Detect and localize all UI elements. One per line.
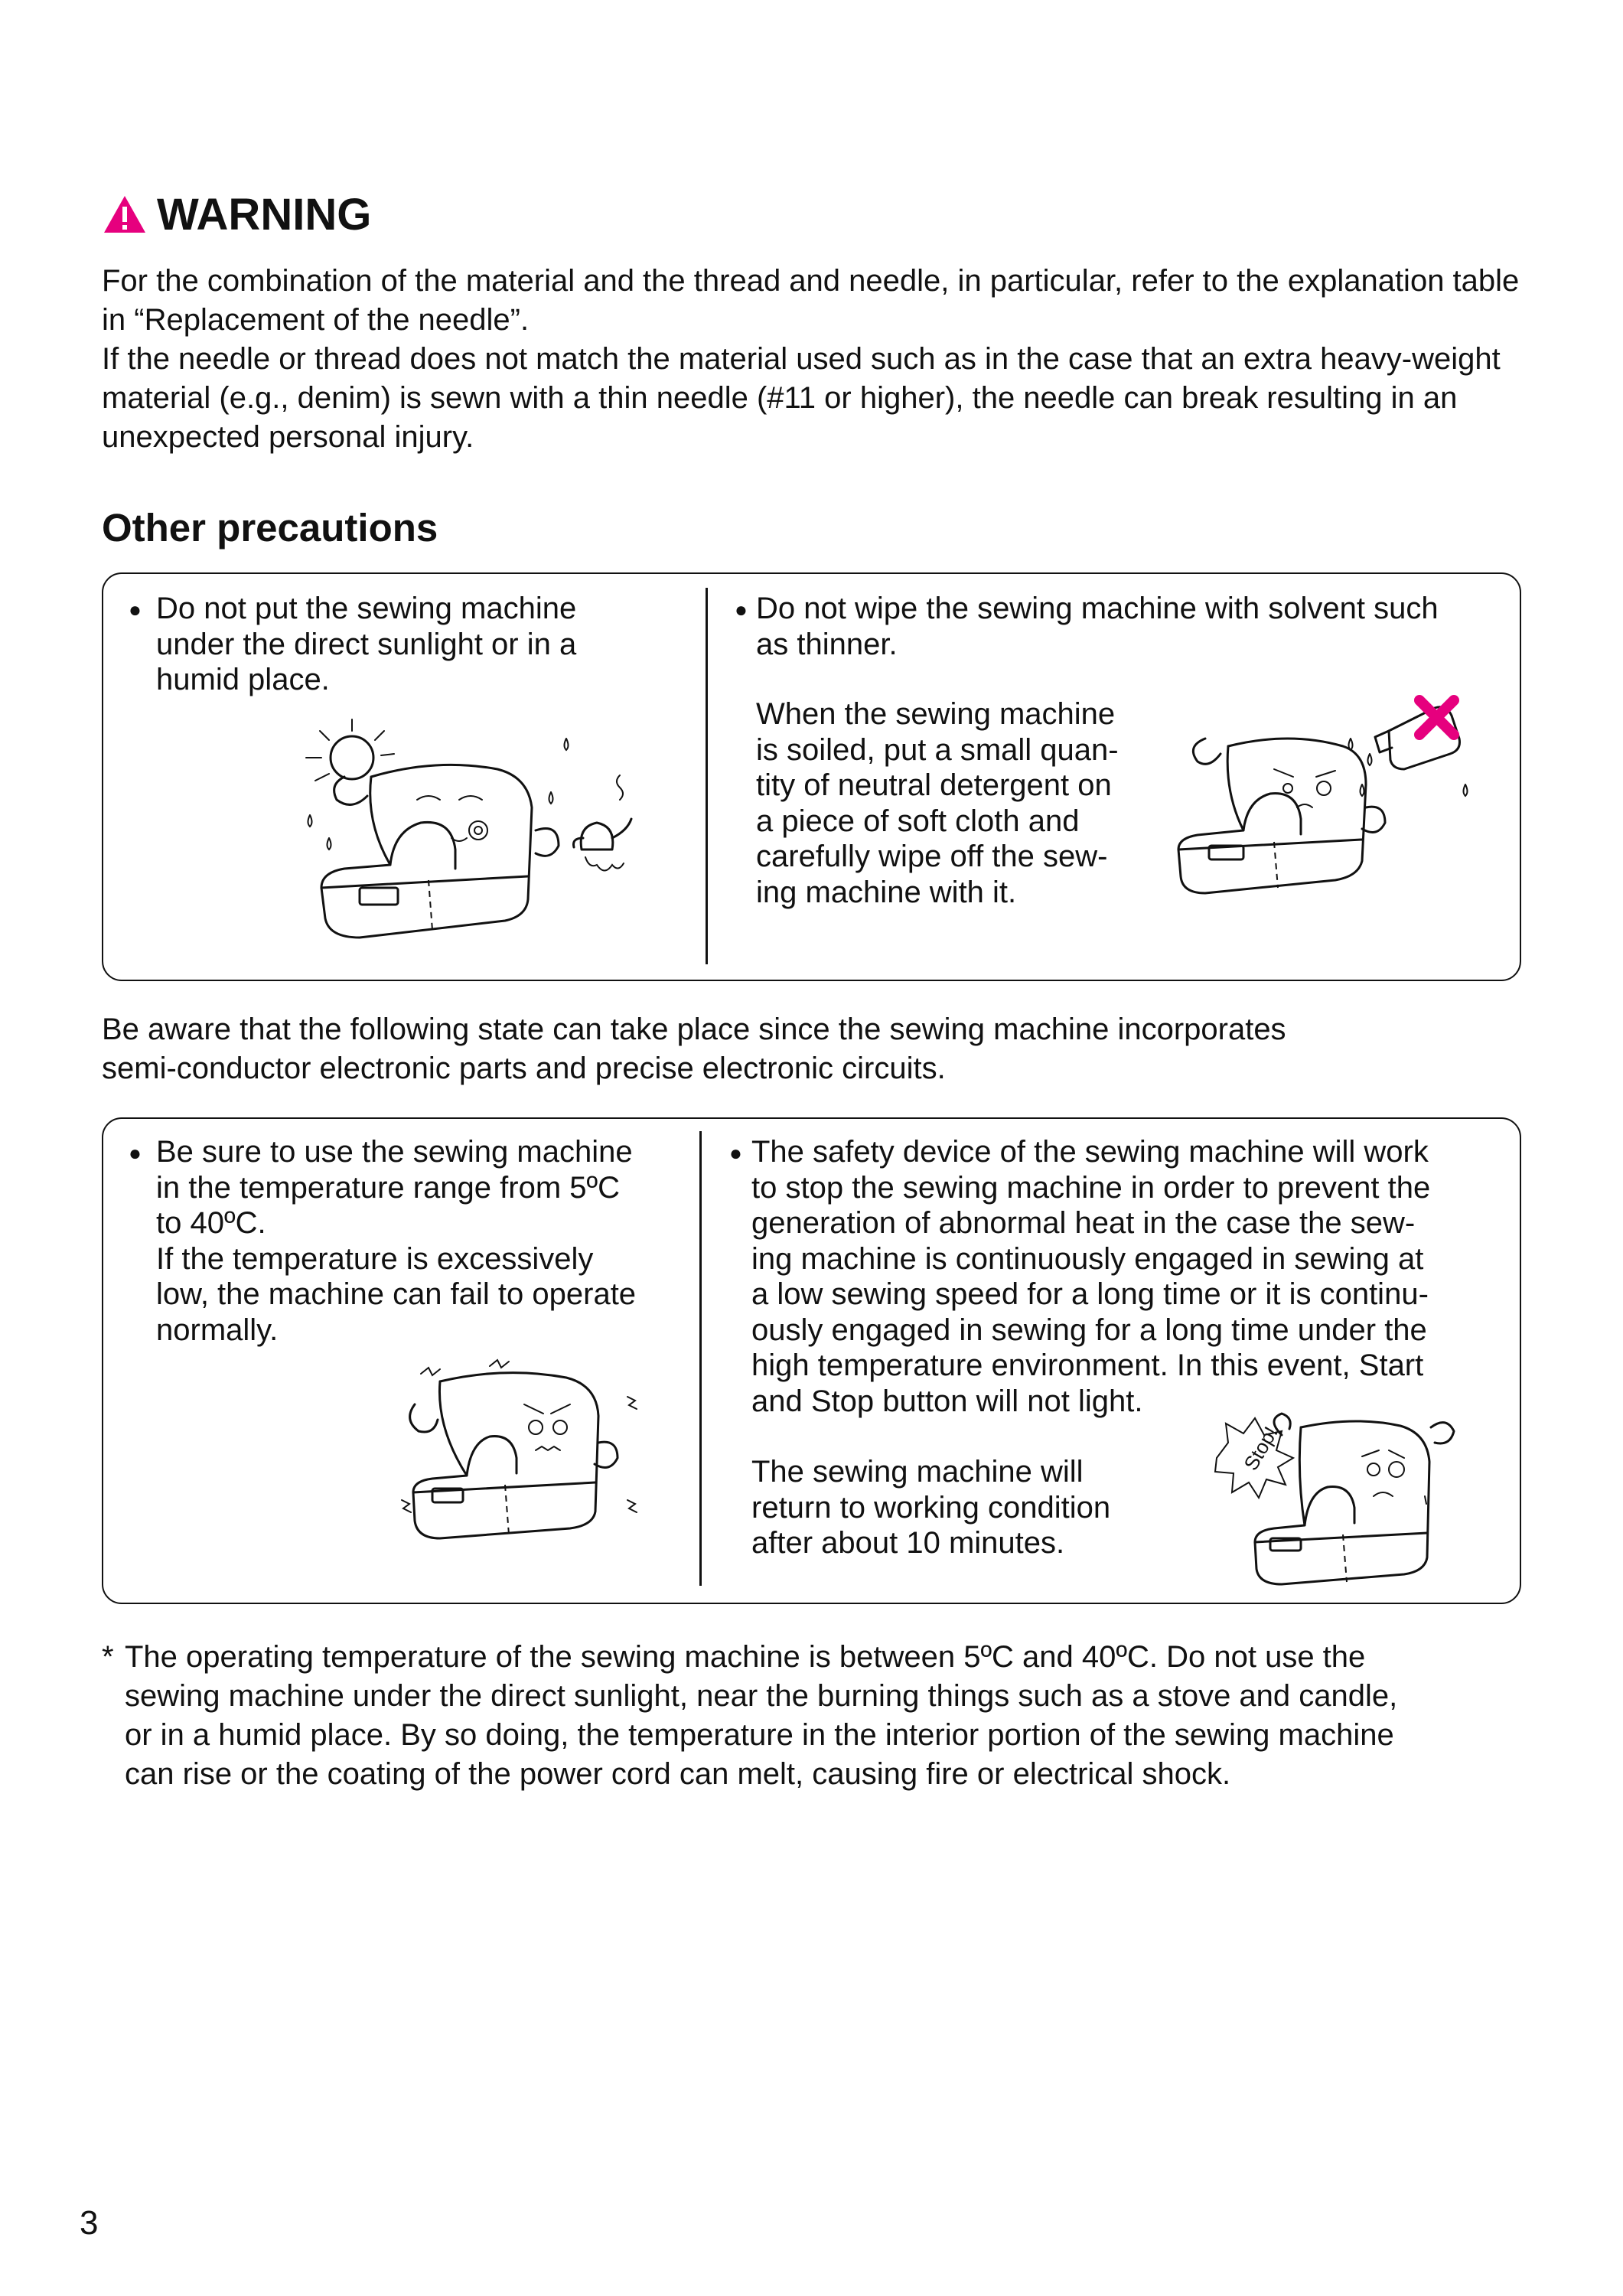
warning-triangle-icon (103, 194, 147, 234)
sewing-machine-cold-illustration (398, 1351, 650, 1542)
box1-right-detail: When the sewing machine is soiled, put a small quan- tity of neutral detergent on a piece of soft cloth and carefully wipe off the sew- ing machine with it. (756, 697, 1119, 909)
sewing-machine-sun-humid-illustration (298, 716, 650, 945)
sewing-machine-stop-illustration (1209, 1412, 1500, 1588)
bullet: ● (735, 598, 748, 621)
stop-label: Stop! (1239, 1422, 1282, 1475)
note-text: The operating temperature of the sewing machine is between 5ºC and 40ºC. Do not use the sewing machine under the direct sunlight, near the burning things such as a stove and candle, or in a humid place. By so doing, the temperature in the interior portion of the sewing machine can rise or the coating of the power cord can melt, causing fire or electrical shock. (125, 1640, 1398, 1791)
page-number: 3 (80, 2204, 99, 2242)
box2-right-text: The safety device of the sewing machine will work to stop the sewing machine in order to prevent the generation of abnormal heat in the case the sew- ing machine is continuously engaged in sewing at a low sewing speed for a long time or it is continu- ously engaged in sewing for a long time under the high temperature environment. In this event, Start and Stop button will not light. (751, 1135, 1431, 1418)
warning-title: WARNING (157, 190, 372, 240)
box1-left-text: Do not put the sewing machine under the direct sunlight or in a humid place. (156, 592, 577, 696)
box1-divider (706, 588, 708, 964)
box2-right-detail: The sewing machine will return to working condition after about 10 minutes. (751, 1455, 1111, 1560)
bullet: ● (129, 598, 142, 621)
section-title: Other precautions (102, 506, 438, 550)
note-marker: * (102, 1640, 114, 1674)
aware-text: Be aware that the following state can take place since the sewing machine incorporates semi-conductor electronic parts and precise electronic circuits. (102, 1013, 1286, 1085)
box2-left-text: Be sure to use the sewing machine in the temperature range from 5ºC to 40ºC. If the temperature is excessively low, the machine can fail to operate normally. (156, 1135, 637, 1347)
box1-right-text: Do not wipe the sewing machine with solvent such as thinner. (756, 592, 1439, 661)
bullet: ● (729, 1141, 742, 1165)
box2-divider (699, 1131, 702, 1586)
warning-text: For the combination of the material and the thread and needle, in particular, refer to the explanation table in “Replacement of the needle”. If the needle or thread does not match the material used such as in the case that an extra heavy-weight material (e.g., denim) is sewn with a thin needle (#11 or higher), the needle can break resulting in an unexpected personal injury. (102, 264, 1520, 454)
sewing-machine-solvent-illustration (1175, 693, 1496, 907)
bullet: ● (129, 1141, 142, 1165)
